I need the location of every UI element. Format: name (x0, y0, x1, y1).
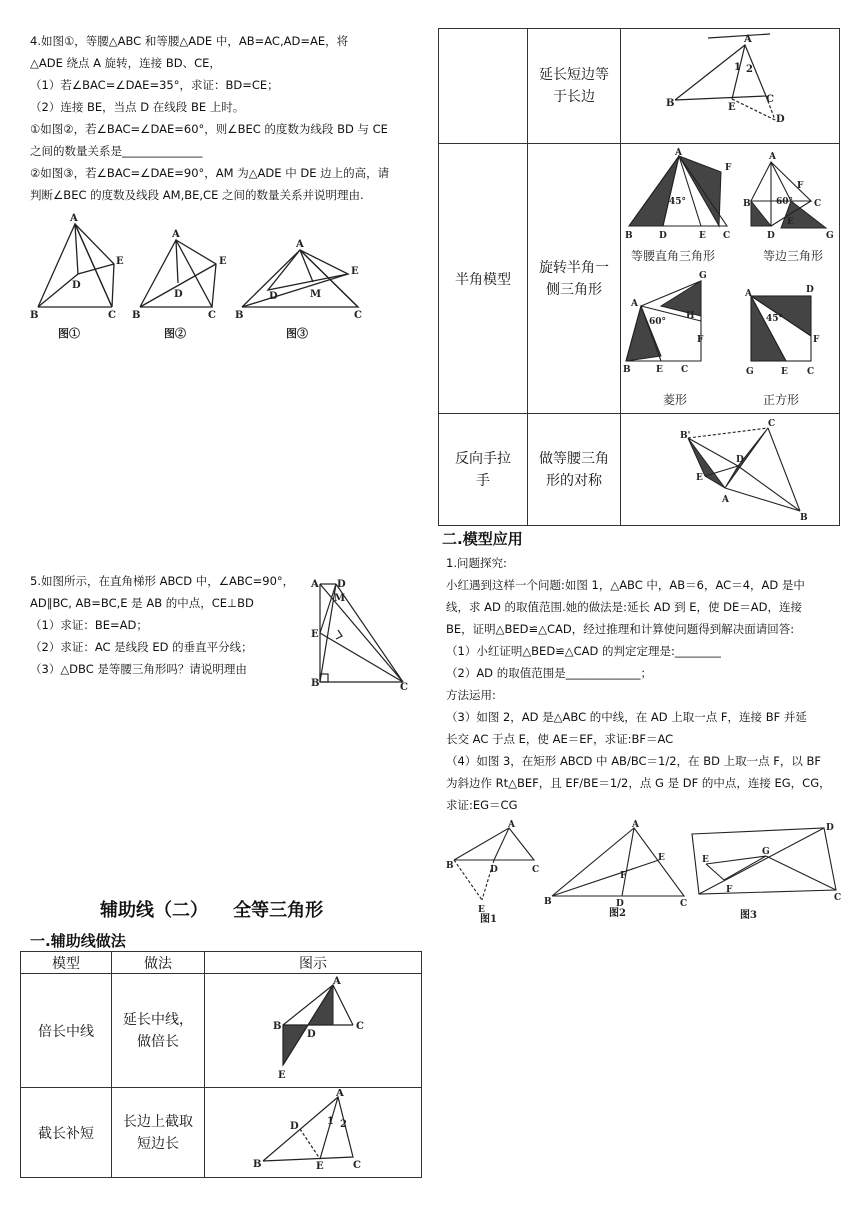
table-header: 做法 (112, 952, 205, 974)
svg-text:D: D (290, 1120, 299, 1132)
svg-text:E: E (278, 1069, 286, 1081)
model-cell: 半角模型 (439, 144, 528, 414)
svg-text:C: C (814, 198, 822, 209)
svg-text:C: C (208, 310, 216, 321)
app-line: （2）AD 的取值范围是_____________； (446, 666, 652, 680)
app-line: （4）如图 3，在矩形 ABCD 中 AB/BC＝1/2，在 BD 上取一点 F，以 BF (446, 754, 822, 768)
svg-text:D: D (174, 289, 183, 300)
svg-text:C: C (834, 893, 842, 903)
svg-text:2: 2 (340, 1118, 347, 1130)
svg-text:C: C (532, 865, 540, 875)
app-line: BE，证明△BED≌△CAD，经过推理和计算使问题得到解决面请回答: (446, 622, 795, 636)
model-cell: 倍长中线 (21, 974, 112, 1088)
model-cell: 反向手拉 手 (439, 414, 528, 526)
reverse-hand-diagram (650, 416, 810, 520)
svg-text:A: A (769, 151, 776, 162)
page-title: 辅助线（二） 全等三角形 (100, 900, 324, 921)
svg-text:A: A (632, 820, 639, 830)
app-line: 求证:EG＝CG (446, 798, 518, 812)
svg-text:D: D (616, 899, 624, 909)
q4-line: ①如图②，若∠BAC=∠DAE=60°，则∠BEC 的度数为线段 BD 与 CE (30, 122, 388, 136)
caption-rhombus: 菱形 (663, 392, 688, 407)
svg-text:F: F (813, 334, 820, 345)
app-line: 长交 AC 于点 E，使 AE＝EF，求证:BF＝AC (446, 732, 674, 746)
svg-text:F: F (620, 871, 627, 881)
svg-text:A: A (675, 147, 682, 158)
extend-short-diagram (660, 30, 800, 138)
svg-text:D: D (776, 114, 785, 125)
svg-text:B: B (743, 198, 751, 209)
svg-text:D: D (72, 280, 81, 291)
q4-figures (28, 212, 368, 347)
svg-text:B: B (132, 310, 141, 321)
q4-fig-label: 图③ (286, 327, 308, 340)
svg-text:F: F (726, 885, 733, 895)
method-cell: 做等腰三角 形的对称 (528, 414, 621, 526)
app-fig-label: 图3 (740, 910, 757, 921)
q4-line: 4.如图①，等腰△ABC 和等腰△ADE 中，AB=AC,AD=AE，将 (30, 34, 349, 48)
q4-line: （2）连接 BE，当点 D 在线段 BE 上时。 (30, 100, 245, 114)
svg-text:45°: 45° (669, 196, 687, 207)
application-block (446, 552, 846, 816)
svg-text:2: 2 (746, 64, 753, 75)
svg-text:B: B (30, 310, 39, 321)
svg-text:C: C (723, 230, 731, 241)
q5-block (30, 570, 320, 680)
svg-text:C: C (680, 899, 688, 909)
table-header: 模型 (21, 952, 112, 974)
svg-text:A: A (336, 1088, 344, 1099)
svg-text:C: C (354, 310, 362, 321)
svg-text:A: A (722, 494, 729, 505)
svg-text:G: G (762, 847, 770, 857)
svg-text:G: G (699, 270, 707, 281)
method-cell: 旋转半角一 侧三角形 (528, 144, 621, 414)
svg-text:D: D (490, 865, 498, 875)
svg-text:E: E (728, 102, 736, 113)
table-header: 图示 (205, 952, 422, 974)
svg-text:C: C (766, 94, 774, 105)
q5-line: AD∥BC, AB=BC,E 是 AB 的中点，CE⊥BD (30, 596, 254, 610)
svg-text:D: D (269, 291, 278, 302)
svg-text:E: E (781, 366, 788, 377)
diagram-cell (621, 144, 840, 414)
svg-text:E: E (478, 905, 485, 915)
model-table (438, 28, 840, 526)
diagram-cell (621, 414, 840, 526)
svg-text:C: C (108, 310, 116, 321)
svg-text:E: E (311, 629, 319, 640)
method-cell: 延长短边等 于长边 (528, 29, 621, 144)
model-cell (439, 29, 528, 144)
svg-text:B: B (273, 1020, 282, 1032)
svg-text:E: E (351, 266, 359, 277)
svg-text:F: F (697, 334, 704, 345)
diagram-cell (621, 29, 840, 144)
svg-text:60°: 60° (649, 316, 667, 327)
svg-text:D: D (806, 284, 814, 295)
svg-text:B: B (625, 230, 633, 241)
svg-text:45°: 45° (766, 313, 784, 324)
svg-text:B: B (446, 861, 454, 871)
caption-square: 正方形 (763, 392, 800, 407)
application-figures (444, 820, 844, 925)
cut-long-diagram (248, 1089, 378, 1173)
svg-text:M: M (310, 289, 322, 300)
svg-text:E: E (702, 855, 709, 865)
diagram-cell (205, 1088, 422, 1178)
q4-line: 之间的数量关系是______________ (30, 144, 203, 158)
svg-text:G: G (746, 366, 754, 377)
method-cell: 长边上截取 短边长 (112, 1088, 205, 1178)
svg-text:B: B (253, 1158, 262, 1170)
q5-line: （1）求证：BE=AD； (30, 618, 148, 632)
model-cell: 截长补短 (21, 1088, 112, 1178)
svg-text:1: 1 (734, 62, 741, 73)
svg-text:B: B (623, 364, 631, 375)
double-median-diagram (253, 975, 373, 1083)
svg-text:D: D (337, 579, 346, 590)
svg-text:G: G (826, 230, 834, 241)
svg-text:D: D (659, 230, 667, 241)
svg-text:A: A (172, 229, 180, 240)
svg-text:C: C (807, 366, 815, 377)
svg-text:C: C (353, 1159, 361, 1171)
svg-text:M: M (334, 593, 346, 604)
q5-figure (308, 574, 413, 692)
svg-text:B: B (311, 678, 320, 689)
app-line: 线，求 AD 的取值范围.她的做法是:延长 AD 到 E，使 DE＝AD，连接 (446, 600, 803, 614)
q4-block (30, 30, 430, 206)
app-line: 1.问题探究: (446, 556, 507, 570)
svg-text:B: B (544, 897, 552, 907)
method-cell: 延长中线， 做倍长 (112, 974, 205, 1088)
svg-text:D: D (736, 454, 744, 465)
svg-text:C: C (400, 682, 408, 692)
caption-equilateral: 等边三角形 (763, 248, 824, 263)
half-angle-diagrams (621, 146, 839, 408)
svg-text:A: A (311, 579, 319, 590)
svg-text:E: E (699, 230, 706, 241)
svg-text:E: E (696, 472, 703, 483)
svg-text:A: A (70, 213, 78, 224)
svg-text:A: A (745, 288, 752, 299)
svg-text:A: A (333, 975, 341, 987)
svg-text:E: E (116, 256, 124, 267)
app-fig-label: 图2 (609, 908, 626, 919)
app-line: 方法运用: (446, 688, 496, 702)
svg-text:D: D (826, 823, 834, 833)
svg-text:E: E (658, 853, 665, 863)
q4-line: （1）若∠BAC=∠DAE=35°，求证：BD=CE； (30, 78, 279, 92)
svg-text:A: A (744, 34, 752, 45)
svg-text:E: E (787, 216, 794, 227)
svg-text:A: A (631, 298, 638, 309)
svg-text:A: A (296, 239, 304, 250)
q5-line: 5.如图所示，在直角梯形 ABCD 中，∠ABC=90°， (30, 574, 295, 588)
section-heading: 一.辅助线做法 (30, 932, 126, 950)
svg-text:1: 1 (327, 1115, 334, 1127)
aux-line-table (20, 951, 422, 1178)
diagram-cell (205, 974, 422, 1088)
svg-text:B: B (800, 512, 808, 520)
svg-text:D: D (307, 1028, 316, 1040)
q4-fig-label: 图② (164, 327, 186, 340)
q4-line: 判断∠BEC 的度数及线段 AM,BE,CE 之间的数量关系并说明理由. (30, 188, 364, 202)
q5-line: （2）求证：AC 是线段 ED 的垂直平分线； (30, 640, 253, 654)
svg-text:B: B (235, 310, 244, 321)
svg-text:E: E (316, 1160, 324, 1172)
q5-line: （3）△DBC 是等腰三角形吗？请说明理由 (30, 662, 247, 676)
svg-text:B: B (666, 98, 675, 109)
svg-text:C: C (356, 1020, 364, 1032)
app-line: 小红遇到这样一个问题:如图 1，△ABC 中，AB＝6，AC＝4，AD 是中 (446, 578, 805, 592)
svg-text:F: F (725, 162, 732, 173)
svg-text:A: A (508, 820, 515, 830)
app-fig-label: 图1 (480, 914, 497, 925)
q4-fig-label: 图① (58, 327, 80, 340)
svg-text:H: H (686, 310, 695, 321)
svg-text:B': B' (680, 430, 691, 441)
svg-text:F: F (797, 180, 804, 191)
app-line: （1）小红证明△BED≌△CAD 的判定定理是:________ (446, 644, 721, 658)
svg-text:60°: 60° (776, 196, 794, 207)
svg-text:C: C (768, 418, 776, 429)
app-line: 为斜边作 Rt△BEF，且 EF/BE＝1/2，点 G 是 DF 的中点，连接 EG，CG， (446, 776, 831, 790)
svg-text:E: E (219, 256, 227, 267)
section-heading: 二.模型应用 (442, 530, 523, 548)
caption-isosceles-right: 等腰直角三角形 (631, 248, 716, 263)
svg-text:C: C (681, 364, 689, 375)
q4-line: △ADE 绕点 A 旋转，连接 BD、CE， (30, 56, 221, 70)
svg-text:D: D (767, 230, 775, 241)
app-line: （3）如图 2，AD 是△ABC 的中线，在 AD 上取一点 F，连接 BF 并延 (446, 710, 807, 724)
svg-text:E: E (656, 364, 663, 375)
q4-line: ②如图③，若∠BAC=∠DAE=90°，AM 为△ADE 中 DE 边上的高，请 (30, 166, 390, 180)
